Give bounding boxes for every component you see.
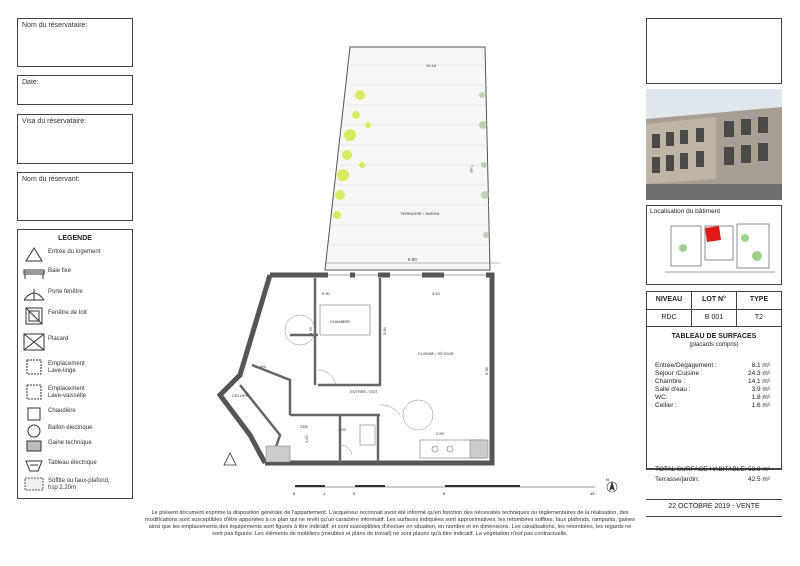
dimension-sdb: 1.93	[338, 427, 346, 432]
dimension-bottom: 2.69	[436, 431, 444, 436]
reservataire-name-label: Nom du réservataire:	[22, 22, 88, 29]
legend-item	[22, 265, 132, 283]
value-niveau: RDC	[661, 314, 677, 321]
date-label: Date:	[22, 79, 39, 86]
surfaces-title: TABLEAU DE SURFACES	[671, 333, 757, 340]
site-plan-diagram	[665, 218, 775, 282]
room-label-cellier: CELLIER	[232, 393, 249, 398]
legend-item	[22, 437, 132, 455]
reservant-name-label: Nom du réservant:	[22, 176, 80, 183]
french-door-icon	[22, 286, 46, 304]
room-label-terrasse: TERRASSE / JARDIN	[400, 211, 440, 216]
entry-triangle-icon	[224, 453, 236, 465]
date-box[interactable]	[17, 75, 133, 105]
legend-label: Emplacement Lave-linge	[48, 361, 85, 374]
surface-row: WC: 1.8 m²	[655, 394, 770, 401]
legend-label: Chaudière	[48, 408, 76, 414]
scale-bar	[293, 485, 595, 496]
total-surface: TOTAL SURFACE HABITABLE: 53.8 m²	[655, 466, 770, 473]
dimension-terrace-top: 10.16	[426, 63, 437, 68]
surfaces-subtitle: (placards compris)	[689, 342, 739, 348]
room-label-wc: WC	[260, 364, 267, 369]
value-lot: B 001	[704, 314, 724, 321]
fixed-window-icon	[22, 265, 46, 283]
legend-label: Soffite ou faux-plafond, hsp 2.20m	[48, 478, 110, 491]
dimension-chambre-height: 3.78	[308, 327, 313, 335]
legend-item	[22, 333, 132, 351]
dimension-terrace-depth: 7.63	[469, 165, 474, 173]
legend	[17, 229, 133, 499]
location-map	[646, 205, 782, 285]
north-arrow-icon	[606, 477, 617, 492]
dimension-cellier: 1.62	[304, 435, 309, 443]
room-label-entree: ENTRÉE / DGT	[350, 389, 379, 394]
entry-triangle-icon	[22, 246, 46, 264]
electrical-panel-icon	[22, 457, 46, 475]
building-rendering	[646, 89, 782, 200]
legend-item	[22, 358, 132, 380]
location-label: Localisation du bâtiment	[650, 208, 721, 215]
north-label: N	[606, 477, 609, 482]
legend-label: Tableau électrique	[48, 460, 97, 466]
legend-item	[22, 307, 132, 325]
dimension-right-height: 6.38	[484, 367, 489, 375]
boiler-icon	[22, 405, 46, 423]
floor-plan	[200, 35, 620, 505]
terrace	[325, 47, 490, 270]
legend-item	[22, 475, 132, 497]
scale-label: 1	[323, 491, 326, 496]
dimension-main-height: 3.84	[382, 327, 387, 335]
legend-item	[22, 405, 132, 423]
surface-row: Salle d'eau : 3.9 m²	[655, 386, 770, 393]
soffit-icon	[22, 475, 46, 493]
disclaimer: Le présent document exprime la disposition générale de l'appartement. L'acquéreur reconnait avoir été informé qu'en fonction des nécessités techniques ou réglementaires de la réalisation, des modifications sont susceptibles d'être apportées à ce plan qui ne revêt qu'un caractère informatif. Les surfaces indiquées sont approximatives, les retombées soffites, faux plafonds, rampants, gaines ainsi que les emplacements des équipements sont figurés à titre indicatif. et sont susceptibles d'évoluer en situation, en nombre et en dimensions. Les canalisations, les retombées, les regards ne sont pas figurés. Les éléments de mobiliers (meubles et plans de travail) ne sont placés qu'à titre indicatif. La végétation n'est pas contractuelle.	[145, 510, 635, 537]
legend-label: Emplacement Lave-vaisselle	[48, 386, 87, 399]
room-label-sejour: CUISINE / SÉJOUR	[418, 351, 454, 356]
reservataire-visa-label: Visa du réservataire:	[22, 118, 87, 125]
terrace-surface: Terrasse/jardin: 42.5 m²	[655, 476, 770, 483]
room-label-sdb: SDE	[300, 424, 309, 429]
closet-icon	[22, 333, 46, 351]
room-label-chambre: CHAMBRE	[330, 319, 351, 324]
scale-label: 0	[293, 491, 296, 496]
legend-item	[22, 457, 132, 475]
reservataire-name-box[interactable]	[17, 18, 133, 67]
header-niveau: NIVEAU	[655, 296, 683, 303]
legend-label: Placard	[48, 336, 69, 342]
legend-title: LEGENDE	[58, 235, 92, 242]
surface-row: Chambre : 14.1 m²	[655, 378, 770, 385]
legend-label: Fenêtre de toit	[48, 310, 87, 316]
scale-label: 2	[353, 491, 356, 496]
legend-label: Baie fixe	[48, 268, 72, 274]
roof-window-icon	[22, 307, 46, 325]
legend-item	[22, 383, 132, 405]
legend-label: Ballon électrique	[48, 425, 93, 431]
logo-box	[646, 18, 782, 84]
reservataire-visa-box[interactable]	[17, 114, 133, 164]
legend-label: Entrée du logement	[48, 249, 101, 255]
legend-label: Porte fenêtre	[48, 289, 83, 295]
surface-row: Cellier : 1.6 m²	[655, 402, 770, 409]
surface-row: Entrée/Dégagement : 8.1 m²	[655, 362, 770, 369]
header-lot: LOT N°	[702, 296, 726, 303]
header-type: TYPE	[749, 296, 769, 303]
scale-label: 5	[443, 491, 446, 496]
washing-machine-icon	[22, 358, 46, 376]
scale-label: 10	[590, 491, 595, 496]
legend-item	[22, 246, 132, 264]
legend-item	[22, 286, 132, 304]
dimension-left-top: 0.90	[322, 291, 330, 296]
dishwasher-icon	[22, 383, 46, 401]
technical-duct-icon	[22, 437, 46, 455]
legend-label: Gaine technique	[48, 440, 92, 446]
date-footer: 22 OCTOBRE 2019 - VENTE	[668, 503, 760, 510]
dimension-mid-top: 3.53	[432, 291, 440, 296]
surface-row: Séjour /Cuisine : 24.3 m²	[655, 370, 770, 377]
dimension-top: 6.50	[408, 257, 417, 262]
value-type: T2	[754, 314, 764, 321]
reservant-name-box[interactable]	[17, 172, 133, 221]
